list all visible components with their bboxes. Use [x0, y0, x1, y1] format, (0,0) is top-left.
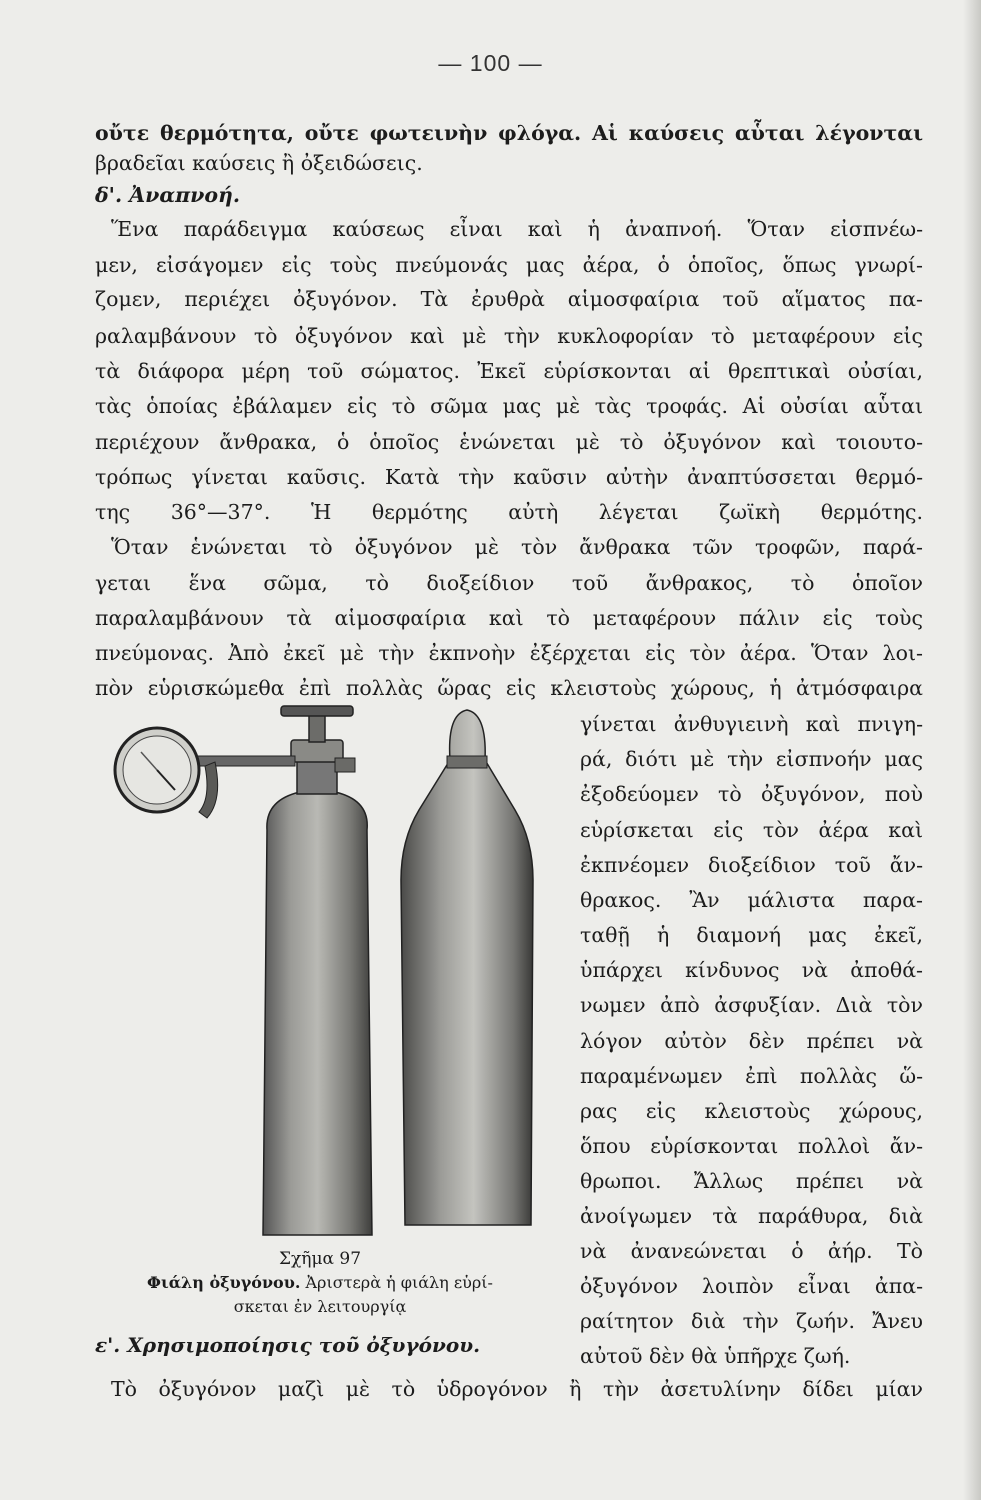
text-line: παραλαμβάνουν τὰ αἱμοσφαίρια καὶ τὸ μεταφέρουν πάλιν εἰς τοὺς [95, 606, 923, 630]
text-line: γίνεται ἀνθυγιεινὴ καὶ πνιγη- [580, 712, 923, 736]
figure-caption [95, 1272, 545, 1293]
text-line: ὅπου εὑρίσκονται πολλοὶ ἄν- [580, 1134, 923, 1158]
cylinder-closed-icon [401, 710, 533, 1225]
text-line: τὰς ὁποίας ἐβάλαμεν εἰς τὸ σῶμα μας μὲ τὰς τροφάς. Αἱ οὐσίαι αὗται [95, 394, 923, 418]
text-line: πνεύμονας. Ἀπὸ ἐκεῖ μὲ τὴν ἐκπνοὴν ἐξέρχεται εἰς τὸν ἀέρα. Ὅταν λοι- [95, 641, 923, 665]
figure-number: Σχῆμα 97 [278, 1249, 362, 1269]
text-line: ἐξοδεύομεν τὸ ὀξυγόνον, ποὺ [580, 782, 923, 806]
text-line: ταθῇ ἡ διαμονή μας ἐκεῖ, [580, 923, 923, 947]
text-line: θρωποι. Ἄλλως πρέπει νὰ [580, 1169, 923, 1193]
text-line: τρόπως γίνεται καῦσις. Κατὰ τὴν καῦσιν αὐτὴν ἀναπτύσσεται θερμό- [95, 465, 923, 489]
section-heading: ε'. Χρησιμοποίησις τοῦ ὀξυγόνου. [95, 1333, 481, 1357]
text-line: πὸν εὑρισκώμεθα ἐπὶ πολλὰς ὥρας εἰς κλειστοὺς χώρους, ἡ ἀτμόσφαιρα [95, 676, 923, 700]
text-line: ἐκπνέομεν διοξείδιον τοῦ ἄν- [580, 853, 923, 877]
text-line: γεται ἕνα σῶμα, τὸ διοξείδιον τοῦ ἄνθρακος, τὸ ὁποῖον [95, 571, 923, 595]
text-line: περιέχουν ἄνθρακα, ὁ ὁποῖος ἑνώνεται μὲ τὸ ὀξυγόνον καὶ τοιουτο- [95, 430, 923, 454]
text-line: θρακος. Ἂν μάλιστα παρα- [580, 888, 923, 912]
figure-caption-line3: σκεται ἐν λειτουργίᾳ [233, 1297, 407, 1316]
figure-caption-bold: Φιάλη ὀξυγόνου. [147, 1273, 301, 1292]
text-line: ὑπάρχει κίνδυνος νὰ ἀποθά- [580, 958, 923, 982]
text-line: τὰ διάφορα μέρη τοῦ σώματος. Ἐκεῖ εὑρίσκονται αἱ θρεπτικαὶ οὐσίαι, [95, 359, 923, 383]
text-line: μεν, εἰσάγομεν εἰς τοὺς πνεύμονάς μας ἀέρα, ὁ ὁποῖος, ὅπως γνωρί- [95, 253, 923, 277]
text-line: ρά, διότι μὲ τὴν εἰσπνοήν μας [580, 747, 923, 771]
subsection-heading: δ'. Ἀναπνοή. [95, 183, 241, 207]
page-number: — 100 — [438, 50, 543, 76]
text-line: της 36°—37°. Ἡ θερμότης αὐτὴ λέγεται ζωϊκὴ θερμότης. [95, 500, 923, 524]
text-line: ρας εἰς κλειστοὺς χώρους, [580, 1099, 923, 1123]
text-line: ζομεν, περιέχει ὀξυγόνον. Τὰ ἐρυθρὰ αἱμοσφαίρια τοῦ αἵματος πα- [95, 287, 923, 311]
text-line: Ὅταν ἑνώνεται τὸ ὀξυγόνον μὲ τὸν ἄνθρακα τῶν τροφῶν, παρά- [111, 535, 923, 559]
text-line: νωμεν ἀπὸ ἀσφυξίαν. Διὰ τὸν [580, 993, 923, 1017]
page-edge-shadow [963, 0, 981, 1500]
text-line: λόγον αὐτὸν δὲν πρέπει νὰ [580, 1029, 923, 1053]
text-line: νὰ ἀνανεώνεται ὁ ἀήρ. Τὸ [580, 1239, 923, 1263]
text-line: οὔτε θερμότητα, οὔτε φωτεινὴν φλόγα. Αἱ καύσεις αὗται λέγονται [95, 121, 923, 145]
text-line: ραλαμβάνουν τὸ ὀξυγόνον καὶ μὲ τὴν κυκλοφορίαν τὸ μεταφέρουν εἰς [95, 324, 923, 348]
text-line: αὐτοῦ δὲν θὰ ὑπῆρχε ζωή. [580, 1344, 851, 1368]
oxygen-cylinders-illustration [95, 700, 565, 1240]
text-line: ραίτητον διὰ τὴν ζωήν. Ἄνευ [580, 1309, 923, 1333]
text-line: βραδεῖαι καύσεις ἢ ὀξειδώσεις. [95, 151, 423, 175]
text-line: Τὸ ὀξυγόνον μαζὶ μὲ τὸ ὑδρογόνον ἢ τὴν ἀσετυλίνην δίδει μίαν [111, 1377, 923, 1401]
cylinder-in-use-icon [115, 706, 372, 1235]
figure-caption-rest: Ἀριστερὰ ἡ φιάλη εὑρί- [305, 1273, 493, 1292]
text-line: ὀξυγόνον λοιπὸν εἶναι ἀπα- [580, 1274, 923, 1298]
text-line: παραμένωμεν ἐπὶ πολλὰς ὥ- [580, 1064, 923, 1088]
text-line: εὑρίσκεται εἰς τὸν ἀέρα καὶ [580, 818, 923, 842]
text-line: ἀνοίγωμεν τὰ παράθυρα, διὰ [580, 1204, 923, 1228]
text-line: Ἕνα παράδειγμα καύσεως εἶναι καὶ ἡ ἀναπνοή. Ὅταν εἰσπνέω- [111, 217, 923, 241]
